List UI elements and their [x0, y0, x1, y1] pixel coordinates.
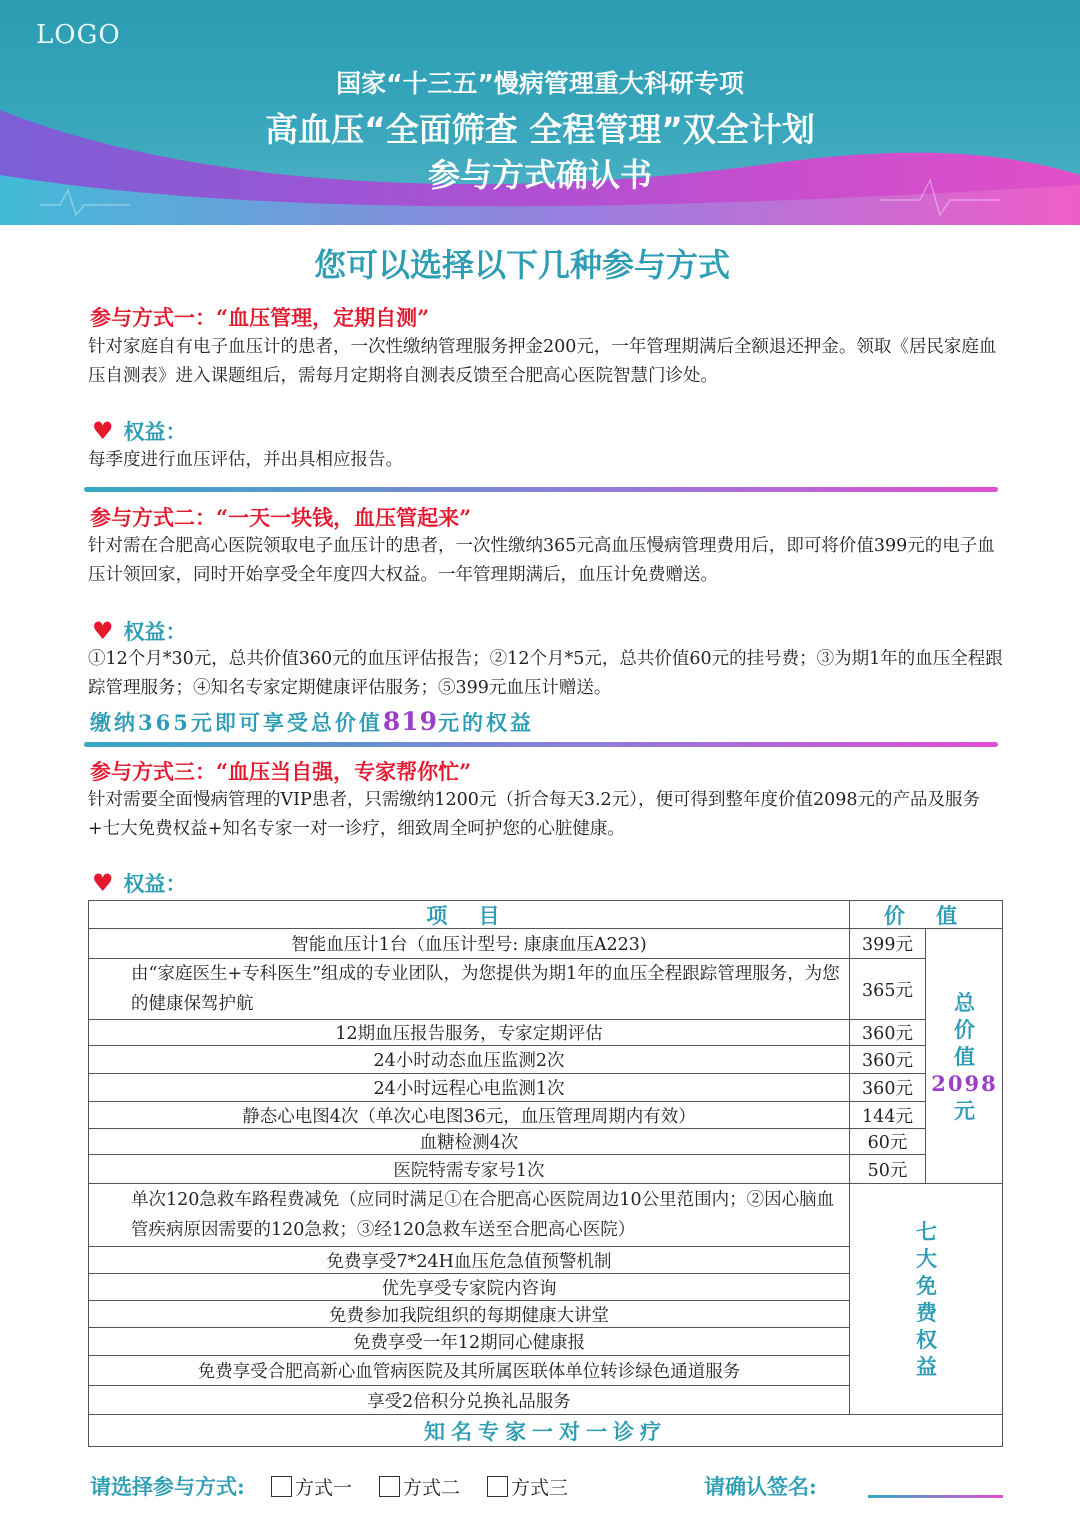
table-row-item: 由“家庭医生+专科医生”组成的专业团队，为您提供为期1年的血压全程跟踪管理服务，为您的健康保驾护航 — [89, 959, 850, 1020]
free-row: 优先享受专家院内咨询 — [89, 1274, 850, 1301]
option1-benefit-heading — [92, 416, 187, 446]
option1-title: 参与方式一：“血压管理，定期自测” — [90, 305, 430, 330]
option2-desc: 针对需在合肥高心医院领取电子血压计的患者，一次性缴纳365元高血压慢病管理费用后，即可将价值399元的电子血压计领回家，同时开始享受全年度四大权益。一年管理期满后，血压计免费赠送。 — [88, 536, 995, 585]
header-doc-title: 参与方式确认书 — [427, 156, 652, 194]
header-title: 高血压“全面筛查 全程管理”双全计划 — [265, 110, 815, 149]
heart-icon: ♥ — [92, 416, 114, 445]
seven-free-benefits-cell — [850, 1184, 1003, 1415]
table-row-value: 399元 — [850, 929, 926, 959]
highlight-suffix: 元的权益 — [438, 710, 535, 735]
benefit-label: 权益： — [123, 619, 187, 644]
choose-option-label: 请选择参与方式: — [90, 1474, 245, 1499]
total-label: 价 — [954, 1016, 975, 1042]
option1-benefit-text: 每季度进行血压评估，并出具相应报告。 — [88, 450, 403, 470]
free-label-char: 益 — [916, 1354, 937, 1379]
free-label-char: 大 — [916, 1246, 937, 1271]
option3-title: 参与方式三：“血压当自强，专家帮你忙” — [90, 759, 472, 784]
option3-desc: 针对需要全面慢病管理的VIP患者，只需缴纳1200元（折合每天3.2元），便可得到整年度价值2098元的产品及服务+七大免费权益+知名专家一对一诊疗，细致周全呵护您的心脏健康。 — [88, 790, 980, 839]
header-subtitle: 国家“十三五”慢病管理重大科研专项 — [336, 69, 744, 98]
option2-benefit-heading — [92, 616, 187, 646]
table-row-item: 12期血压报告服务，专家定期评估 — [89, 1020, 850, 1046]
option2-checkbox-label: 方式二 — [403, 1477, 461, 1499]
benefit-label: 权益： — [123, 871, 187, 896]
free-label-char: 七 — [916, 1219, 937, 1244]
expert-consult-row: 知名专家一对一诊疗 — [424, 1418, 667, 1444]
signature-field[interactable] — [868, 1495, 1003, 1498]
option2-benefit-text: ①12个月*30元，总共价值360元的血压评估报告；②12个月*5元，总共价值60元的挂号费；③为期1年的血压全程跟踪管理服务；④知名专家定期健康评估服务；⑤399元血压计赠送。 — [88, 649, 1003, 698]
total-unit: 元 — [954, 1097, 975, 1123]
table-row-item: 智能血压计1台（血压计型号: 康康血压A223) — [89, 929, 850, 959]
free-label-char: 免 — [916, 1273, 937, 1298]
highlight-prefix: 缴纳365元即可享受总价值 — [90, 710, 383, 735]
table-row-item: 医院特需专家号1次 — [89, 1155, 850, 1184]
section-title: 您可以选择以下几种参与方式 — [313, 246, 730, 284]
total-value-cell — [926, 929, 1003, 1184]
option2-highlight — [90, 707, 534, 737]
benefits-table — [88, 900, 1003, 1447]
total-value: 2098 — [931, 1070, 998, 1096]
option2-title: 参与方式二：“一天一块钱，血压管起来” — [90, 505, 472, 530]
table-row-item: 血糖检测4次 — [89, 1129, 850, 1155]
free-row: 享受2倍积分兑换礼品服务 — [89, 1386, 850, 1415]
checkbox-icon[interactable] — [379, 1476, 400, 1497]
option3-checkbox-label: 方式三 — [511, 1477, 569, 1499]
signature-label: 请确认签名: — [704, 1474, 817, 1499]
option1-checkbox[interactable] — [271, 1473, 352, 1500]
checkbox-icon[interactable] — [271, 1476, 292, 1497]
highlight-value: 819 — [382, 707, 439, 736]
total-label: 值 — [954, 1043, 975, 1069]
heart-icon: ♥ — [92, 616, 114, 645]
table-row-value: 144元 — [850, 1102, 926, 1129]
free-label-char: 权 — [916, 1327, 937, 1352]
table-row-value: 360元 — [850, 1020, 926, 1046]
table-row-value: 360元 — [850, 1074, 926, 1102]
table-row-item: 24小时动态血压监测2次 — [89, 1046, 850, 1074]
table-row-value: 360元 — [850, 1046, 926, 1074]
free-row: 免费享受一年12期同心健康报 — [89, 1328, 850, 1356]
logo: LOGO — [36, 20, 121, 50]
divider — [84, 742, 998, 747]
option1-desc: 针对家庭自有电子血压计的患者，一次性缴纳管理服务押金200元，一年管理期满后全额退还押金。领取《居民家庭血压自测表》进入课题组后，需每月定期将自测表反馈至合肥高心医院智慧门诊处。 — [88, 337, 997, 386]
option3-benefit-heading — [92, 868, 187, 898]
total-label: 总 — [954, 989, 975, 1015]
checkbox-icon[interactable] — [487, 1476, 508, 1497]
free-row: 单次120急救车路程费减免（应同时满足①在合肥高心医院周边10公里范围内；②因心脑血管疾病原因需要的120急救；③经120急救车送至合肥高心医院） — [89, 1184, 850, 1247]
table-row-item: 静态心电图4次（单次心电图36元，血压管理周期内有效） — [89, 1102, 850, 1129]
heart-icon: ♥ — [92, 868, 114, 897]
option3-checkbox[interactable] — [487, 1473, 568, 1500]
table-row-item: 24小时远程心电监测1次 — [89, 1074, 850, 1102]
table-header-value: 价 值 — [850, 901, 1003, 929]
table-row-value: 365元 — [850, 959, 926, 1020]
free-row: 免费享受7*24H血压危急值预警机制 — [89, 1247, 850, 1274]
table-row-value: 60元 — [850, 1129, 926, 1155]
table-row-value: 50元 — [850, 1155, 926, 1184]
divider — [84, 487, 998, 492]
option2-checkbox[interactable] — [379, 1473, 460, 1500]
benefit-label: 权益： — [123, 419, 187, 444]
free-label-char: 费 — [916, 1300, 937, 1325]
header-banner — [0, 0, 1080, 225]
free-row: 免费享受合肥高新心血管病医院及其所属医联体单位转诊绿色通道服务 — [89, 1356, 850, 1386]
table-header-item: 项 目 — [89, 901, 850, 929]
option1-checkbox-label: 方式一 — [295, 1477, 353, 1499]
free-row: 免费参加我院组织的每期健康大讲堂 — [89, 1301, 850, 1328]
